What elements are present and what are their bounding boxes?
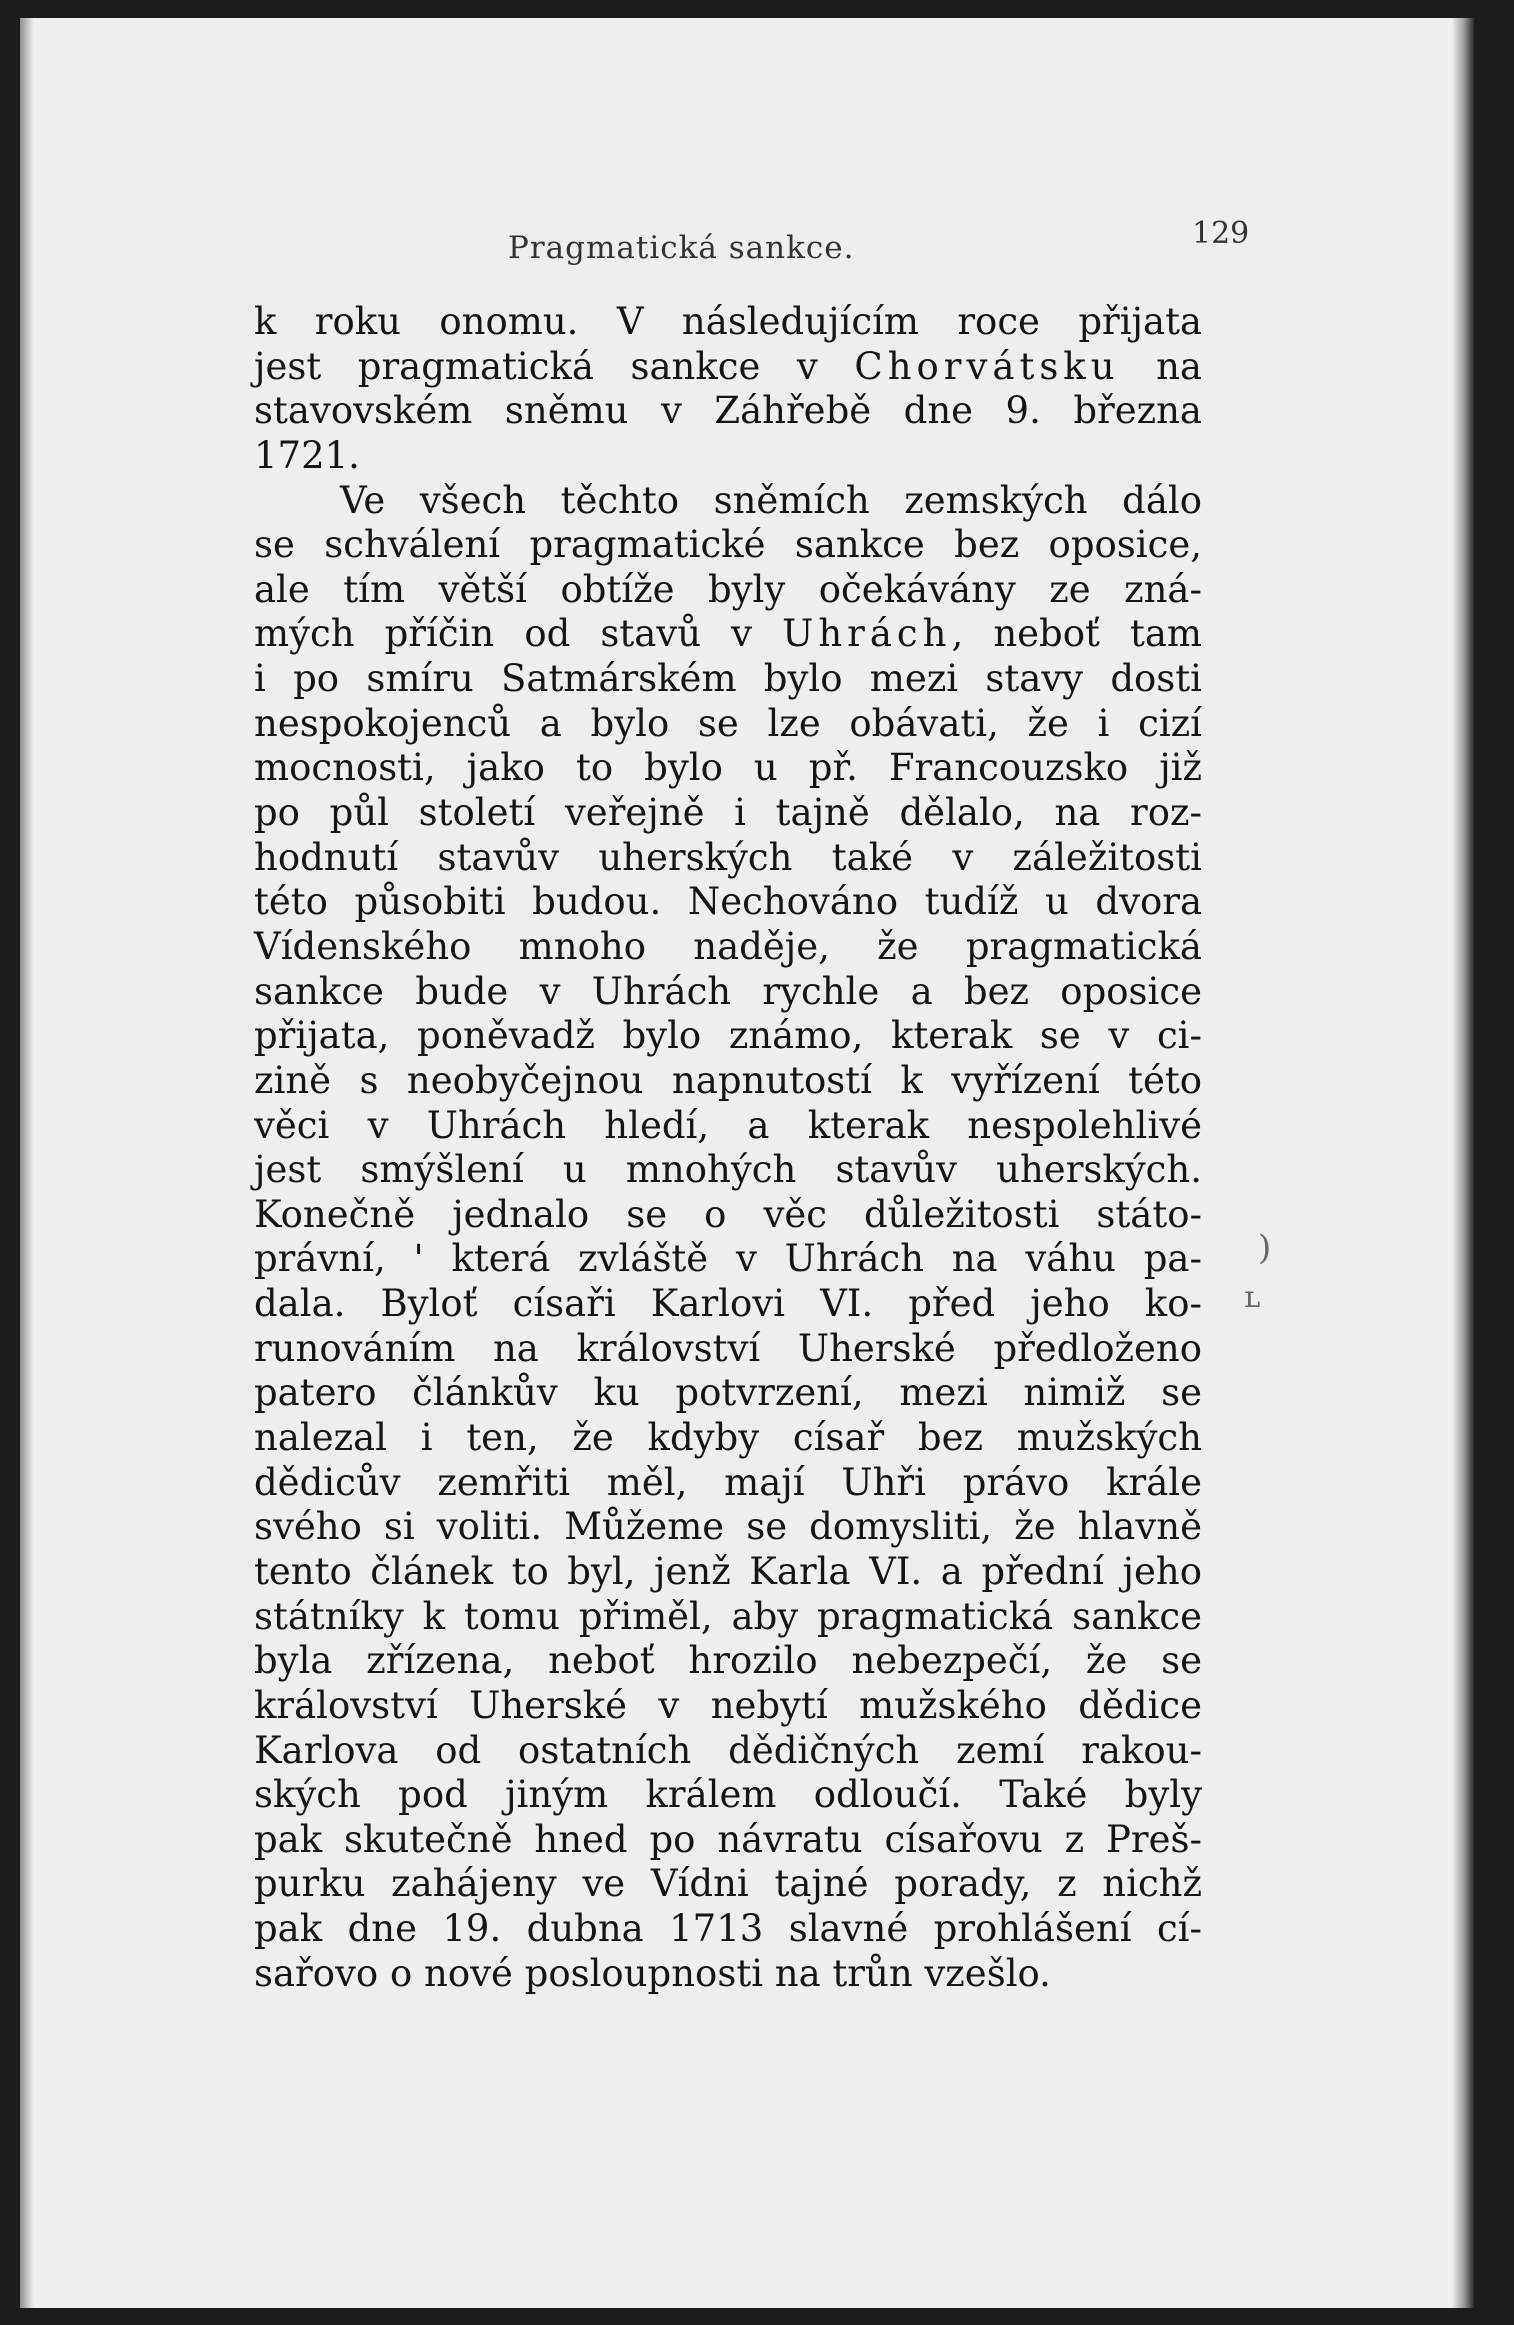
text-line (254, 1059, 1202, 1104)
line-text: i po smíru Satmárském bylo mezi stavy dosti (254, 657, 1202, 701)
line-text: se schválení pragmatické sankce bez oposice, (254, 523, 1202, 567)
line-text: státníky k tomu přiměl, aby pragmatická sankce (254, 1594, 1202, 1638)
text-line (254, 657, 1202, 702)
text-line (254, 880, 1202, 925)
line-text: sankce bude v Uhrách rychle a bez oposice (254, 969, 1202, 1013)
text-line (254, 479, 1202, 524)
text-line (254, 925, 1202, 970)
text-line (254, 345, 1202, 390)
line-text: Vídenského mnoho naděje, že pragmatická (254, 924, 1202, 968)
page-number: 129 (1192, 216, 1250, 251)
line-text: ale tím větší obtíže byly očekávány ze zná- (254, 567, 1202, 611)
line-text: zině s neobyčejnou napnutostí k vyřízení této (254, 1058, 1202, 1102)
line-text: jest pragmatická sankce v (254, 344, 855, 388)
line-text: dědicův zemřiti měl, mají Uhři právo krále (254, 1460, 1202, 1504)
text-line (254, 434, 1202, 479)
text-line (254, 746, 1202, 791)
line-text: právní, ' která zvláště v Uhrách na váhu pa- (254, 1237, 1202, 1281)
text-line (254, 1773, 1202, 1818)
line-text: 1721. (254, 433, 360, 477)
line-text: království Uherské v nebytí mužského dědice (254, 1683, 1202, 1727)
line-text: patero článkův ku potvrzení, mezi nimiž se (254, 1371, 1202, 1415)
page-binding-edge (20, 18, 34, 2308)
line-text: pak skutečně hned po návratu císařovu z Preš- (254, 1817, 1202, 1861)
line-text: byla zřízena, neboť hrozilo nebezpečí, že se (254, 1639, 1202, 1683)
text-line (254, 568, 1202, 613)
spaced-emphasis: Chorvátsku (854, 344, 1120, 388)
text-line (254, 1014, 1202, 1059)
line-text: na (1119, 344, 1202, 388)
line-text: jest smýšlení u mnohých stavův uherských. (254, 1148, 1202, 1192)
text-line (254, 1416, 1202, 1461)
text-line (254, 1684, 1202, 1729)
margin-pencil-mark: ʟ (1244, 1280, 1261, 1315)
line-text: této působiti budou. Nechováno tudíž u dvora (254, 880, 1202, 924)
text-line (254, 1193, 1202, 1238)
line-text: Karlova od ostatních dědičných zemí rakou- (254, 1728, 1202, 1772)
text-line (254, 1550, 1202, 1595)
text-line (254, 1818, 1202, 1863)
text-line (254, 1148, 1202, 1193)
line-text: stavovském sněmu v Záhřebě dne 9. března (254, 389, 1202, 433)
text-line (254, 1371, 1202, 1416)
text-line (254, 702, 1202, 747)
book-page (20, 18, 1474, 2308)
text-line (254, 300, 1202, 345)
text-line (254, 1639, 1202, 1684)
line-text: Ve všech těchto sněmích zemských dálo (340, 478, 1202, 522)
spaced-emphasis: Uhrách (782, 612, 952, 656)
line-text: Konečně jednalo se o věc důležitosti státo- (254, 1192, 1202, 1236)
line-text: purku zahájeny ve Vídni tajné porady, z nichž (254, 1862, 1202, 1906)
text-line (254, 389, 1202, 434)
text-line (254, 1595, 1202, 1640)
text-line (254, 1952, 1202, 1997)
text-line (254, 1862, 1202, 1907)
running-title: Pragmatická sankce. (508, 230, 855, 266)
line-text: ských pod jiným králem odloučí. Také byly (254, 1773, 1202, 1817)
line-text: dala. Byloť císaři Karlovi VI. před jeho ko- (254, 1282, 1202, 1326)
line-text: pak dne 19. dubna 1713 slavné prohlášení cí- (254, 1907, 1202, 1951)
text-line (254, 1282, 1202, 1327)
margin-pencil-mark: ) (1258, 1228, 1272, 1268)
text-line (254, 1907, 1202, 1952)
text-line (254, 836, 1202, 881)
text-line (254, 1237, 1202, 1282)
text-line (254, 523, 1202, 568)
line-text: runováním na království Uherské předloženo (254, 1326, 1202, 1370)
line-text: mých příčin od stavů v (254, 612, 783, 656)
text-line (254, 970, 1202, 1015)
line-text: hodnutí stavův uherských také v záležitosti (254, 835, 1202, 879)
text-line (254, 1327, 1202, 1372)
line-text: mocnosti, jako to bylo u př. Francouzsko již (254, 746, 1202, 790)
line-text: k roku onomu. V následujícím roce přijata (254, 300, 1202, 343)
line-text: po půl století veřejně i tajně dělalo, na roz- (254, 791, 1202, 835)
text-line (254, 1461, 1202, 1506)
line-text: přijata, poněvadž bylo známo, kterak se v ci- (254, 1014, 1202, 1058)
line-text: věci v Uhrách hledí, a kterak nespolehlivé (254, 1103, 1202, 1147)
text-line (254, 791, 1202, 836)
line-text: svého si voliti. Můžeme se domysliti, že hlavně (254, 1505, 1202, 1549)
line-text: tento článek to byl, jenž Karla VI. a přední jeho (254, 1549, 1202, 1593)
text-line (254, 612, 1202, 657)
text-line (254, 1104, 1202, 1149)
line-text: nalezal i ten, že kdyby císař bez mužských (254, 1416, 1202, 1460)
page-outer-edge (1452, 18, 1474, 2308)
text-line (254, 1729, 1202, 1774)
text-line (254, 1505, 1202, 1550)
body-text (254, 300, 1202, 1996)
line-text: nespokojenců a bylo se lze obávati, že i cizí (254, 701, 1202, 745)
line-text: , neboť tam (951, 612, 1202, 656)
line-text: sařovo o nové posloupnosti na trůn vzešlo. (254, 1951, 1051, 1995)
